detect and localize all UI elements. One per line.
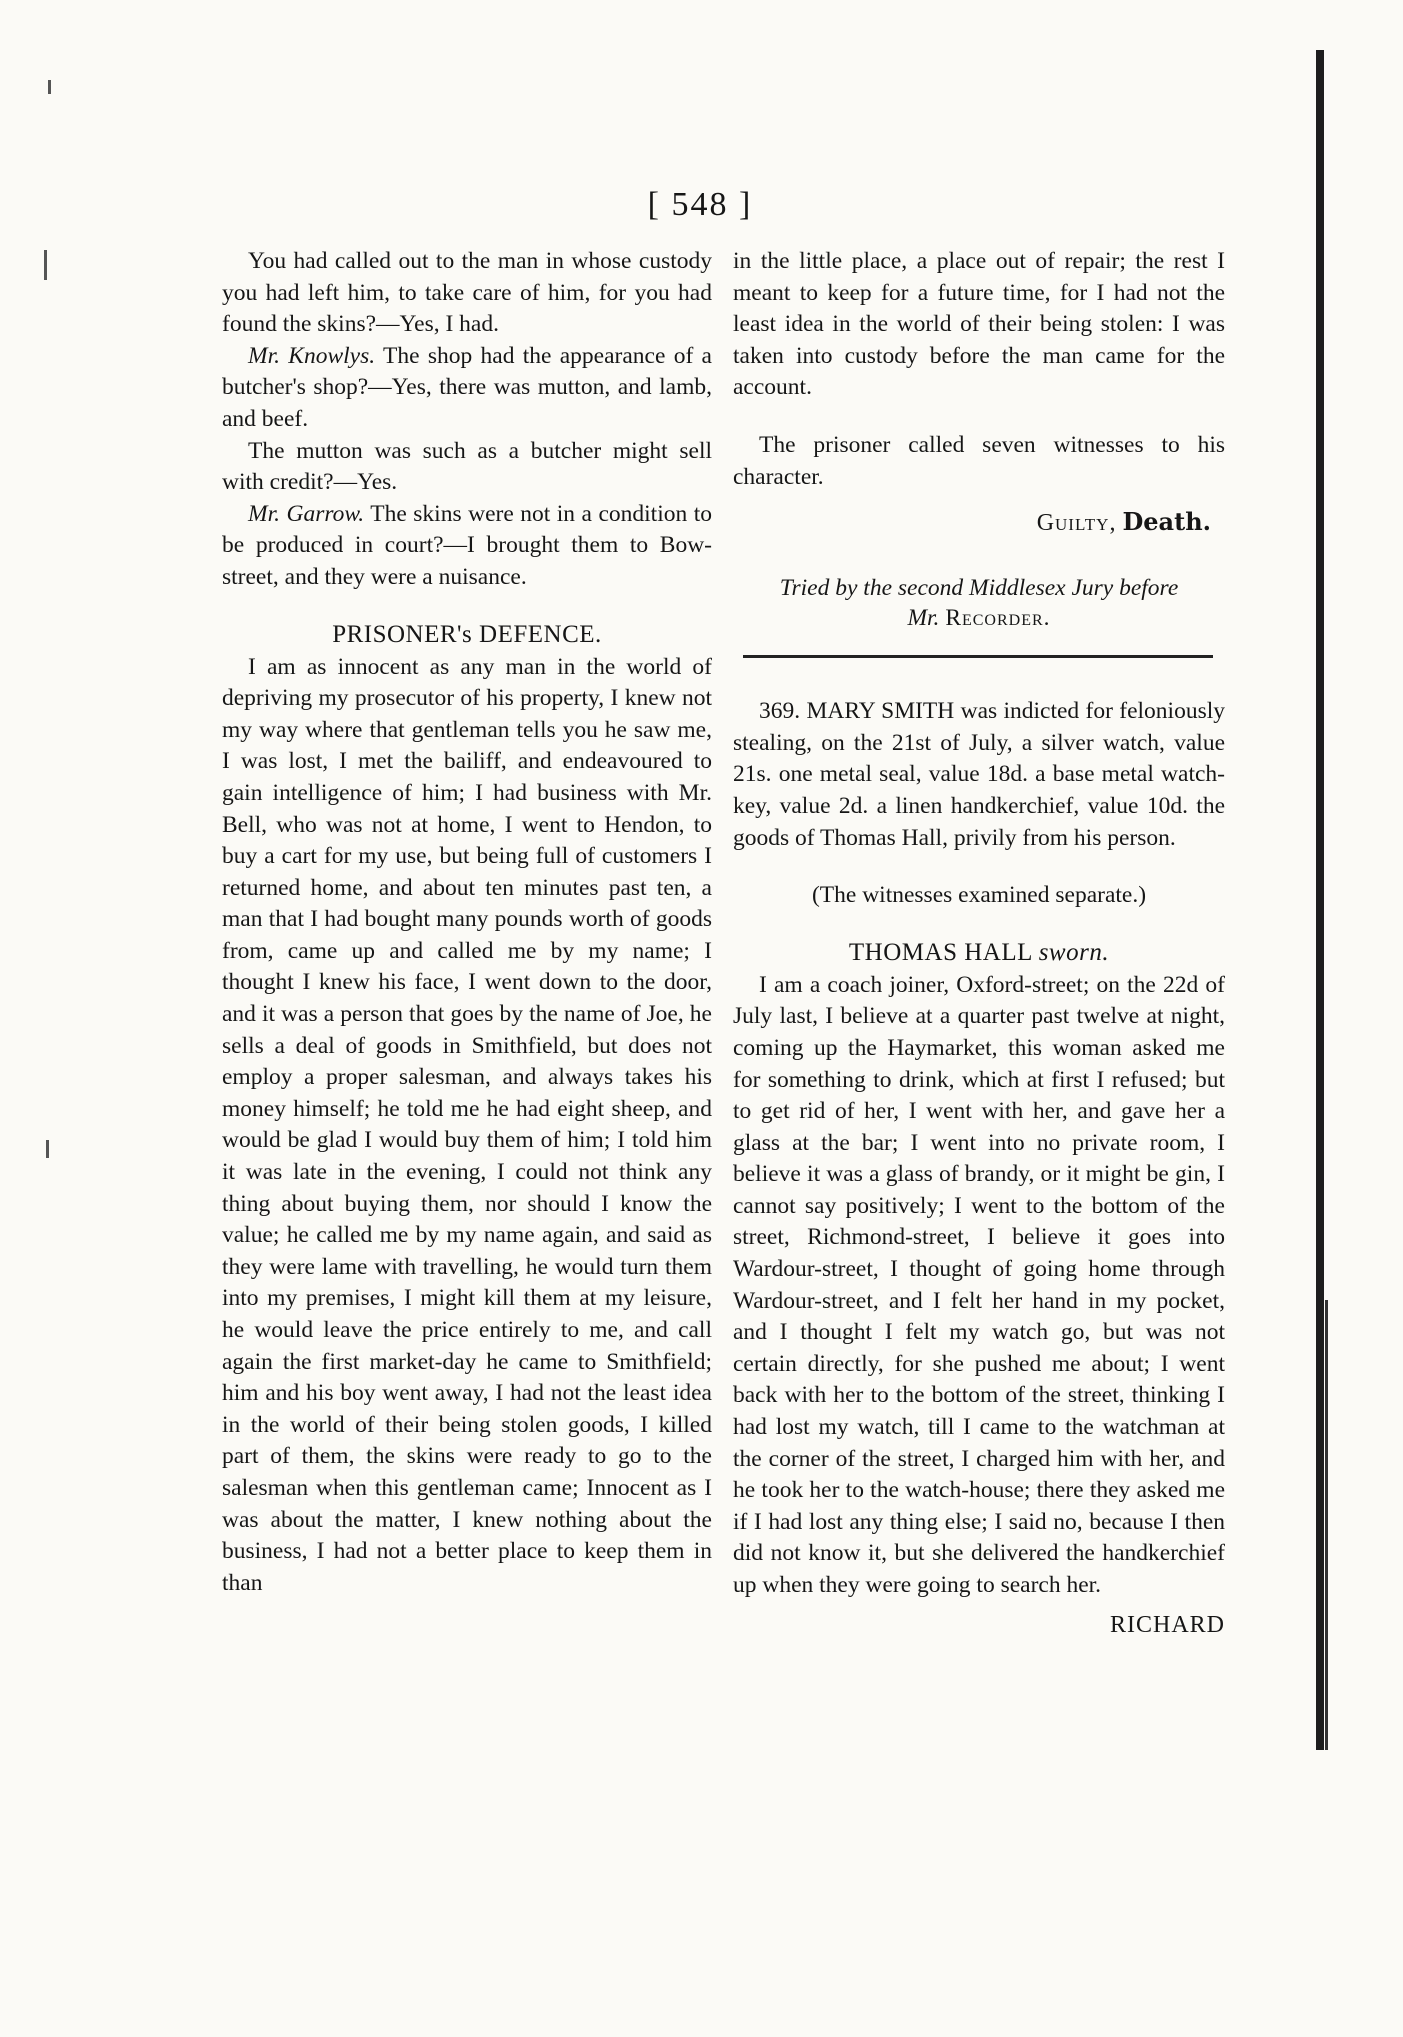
witness-name: THOMAS HALL [848,938,1032,966]
verdict [733,507,1225,537]
margin-speck [44,250,47,280]
verdict-sentence: Death. [1122,507,1211,537]
paragraph: You had called out to the man in whose custody you had left him, to take care of him, for you had found the skins?—Yes, I had. [222,248,712,338]
left-column [222,246,712,1599]
recorder-name: Recorder. [945,605,1051,632]
verdict-word: Guilty, [1036,510,1117,537]
speaker-name: Mr. Garrow. [248,500,365,527]
jury-note [733,573,1225,633]
sworn-label: sworn. [1038,938,1110,966]
witness-heading [733,936,1225,970]
paragraph-text: The shop had the appearance of a butcher's shop?—Yes, there was mutton, and lamb, and beef. [222,342,712,432]
paragraph [222,499,712,594]
paragraph: I am a coach joiner, Oxford-street; on the 22d of July last, I believe at a quarter past twelve at night, coming up the Haymarket, this woman asked me for something to drink, which at first I refused; but to get rid of her, I went with her, and gave her a glass at the bar; I went into no private room, I believe it was a glass of brandy, or it might be gin, I cannot say positively; I went to the bottom of the street, Richmond-street, I believe it goes into Wardour-street, I thought of going home through Wardour-street, and I felt her hand in my pocket, and I thought I felt my watch go, but was not certain directly, for she pushed me about; I went back with her to the bottom of the street, thinking I had lost my watch, till I came to the watchman at the corner of the street, I charged him with her, and he took her to the watch-house; there they asked me if I had lost any thing else; I said no, because I then did not know it, but she delivered the handkerchief up when they were going to search her. [733,971,1225,1598]
speaker-name: Mr. Knowlys. [248,342,376,369]
margin-speck [46,1140,49,1158]
page-edge-rule [1316,50,1324,1750]
separate-note: (The witnesses examined separate.) [811,882,1147,909]
section-heading: PRISONER's DEFENCE. [332,620,602,648]
paragraph: I am as innocent as any man in the world of depriving my prosecutor of his property, I knew not my way where that gentleman tells you he saw me, I was lost, I met the bailiff, and endeavoured to gain intelligence of him; I had business with Mr. Bell, who was not at home, I went to Hendon, to buy a cart for my use, but being full of customers I returned home, and about ten minutes past ten, a man that I had bought many pounds worth of goods from, came up and called me by my name; I thought I knew his face, I went down to the door, and it was a person that goes by the name of Joe, he sells a deal of goods in Smithfield, but does not employ a proper salesman, and always takes his money himself; he told me he had eight sheep, and would be glad I would buy them of him; I told him it was late in the evening, I could not think any thing about buying them, nor should I know the value; he called me by my name again, and said as they were lame with travelling, he would turn them into my premises, I might kill them at my leisure, he would leave the price entirely to me, and call again the first market-day he came to Smithfield; him and his boy went away, I had not the least idea in the world of their being stolen goods, I killed part of them, the skins were ready to go to the salesman when this gentleman came; Innocent as I was about the matter, I knew nothing about the business, I had not a better place to keep them in than [222,653,712,1596]
paragraph: in the little place, a place out of repair; the rest I meant to keep for a future time, for I had not the least idea in the world of their being stolen: I was taken into custody before the man came for the account. [733,248,1225,401]
catchword: RICHARD [1109,1611,1225,1638]
jury-note-line: Tried by the second Middlesex Jury before [779,575,1179,602]
page-number: [ 548 ] [647,186,753,223]
case-paragraph: 369. MARY SMITH was indicted for feloniously stealing, on the 21st of July, a silver watch, value 21s. one metal seal, value 18d. a base metal watch-key, value 2d. a linen handkerchief, value 10d. the goods of Thomas Hall, privily from his person. [733,698,1225,851]
paragraph: The mutton was such as a butcher might sell with credit?—Yes. [222,437,712,496]
right-column [733,246,1225,1639]
margin-speck [48,80,51,94]
page-edge-rule-secondary [1325,1300,1328,1750]
jury-note-line: Mr. Recorder. [907,605,1051,632]
paragraph [222,341,712,436]
section-divider [743,655,1213,658]
paragraph: The prisoner called seven witnesses to his character. [733,431,1225,490]
paragraph-text: The skins were not in a condition to be produced in court?—I brought them to Bow-street, and they were a nuisance. [222,500,713,590]
